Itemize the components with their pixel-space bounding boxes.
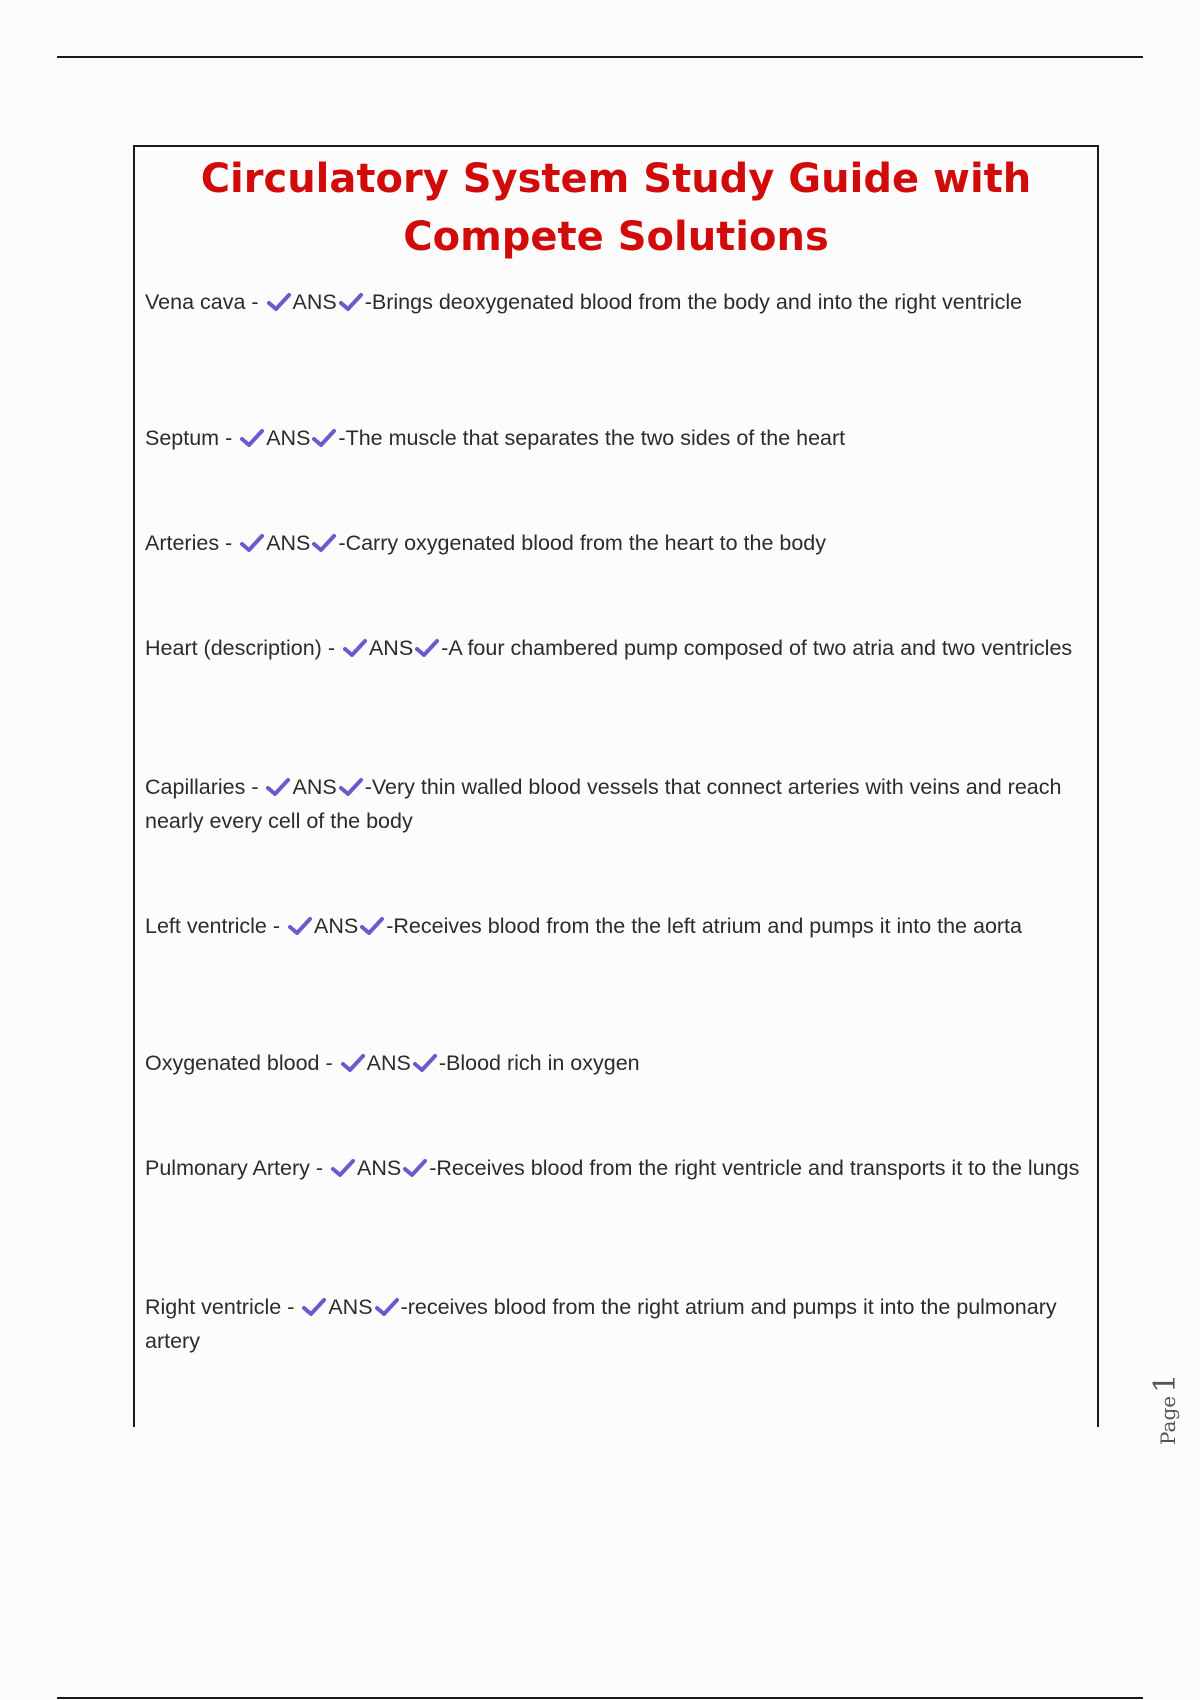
checkmark-icon: [240, 533, 264, 553]
entry-term: Vena cava -: [145, 290, 265, 314]
bottom-rule: [57, 1697, 1143, 1699]
checkmark-icon: [266, 777, 290, 797]
answer-marker: ANS: [357, 1156, 402, 1180]
page-number-value: 1: [1148, 1373, 1183, 1393]
answer-marker: ANS: [368, 636, 414, 660]
answer-marker: ANS: [366, 1051, 411, 1075]
checkmark-icon: [288, 916, 312, 936]
title-line-2: Compete Solutions: [403, 214, 829, 260]
checkmark-icon: [403, 1158, 427, 1178]
checkmark-icon: [267, 292, 291, 312]
entry-term: Right ventricle -: [145, 1295, 301, 1319]
entry-definition: -The muscle that separates the two sides of the heart: [338, 426, 846, 450]
entry-term: Heart (description) -: [145, 636, 341, 660]
study-entry: [145, 1151, 1089, 1185]
checkmark-icon: [312, 428, 336, 448]
entry-term: Oxygenated blood -: [145, 1051, 339, 1075]
answer-marker: ANS: [292, 775, 337, 799]
answer-marker: ANS: [266, 531, 311, 555]
page-title: [133, 150, 1099, 266]
top-rule: [57, 56, 1143, 58]
study-entry: [145, 631, 1089, 665]
study-entry: [145, 526, 1089, 560]
checkmark-icon: [331, 1158, 355, 1178]
checkmark-icon: [240, 428, 264, 448]
checkmark-icon: [339, 777, 363, 797]
entry-definition: -A four chambered pump composed of two atria and two ventricles: [441, 636, 1073, 660]
checkmark-icon: [360, 916, 384, 936]
answer-marker: ANS: [292, 290, 337, 314]
entry-definition: -Carry oxygenated blood from the heart to the body: [338, 531, 827, 555]
entry-definition: -receives blood from the right atrium and pumps it into the pulmonary artery: [145, 1295, 1057, 1353]
entry-term: Capillaries -: [145, 775, 265, 799]
study-entry: [145, 1046, 1089, 1080]
answer-marker: ANS: [266, 426, 311, 450]
entry-term: Septum -: [145, 426, 239, 450]
page-label: Page: [1156, 1395, 1180, 1445]
checkmark-icon: [375, 1297, 399, 1317]
checkmark-icon: [343, 638, 367, 658]
entry-definition: -Blood rich in oxygen: [438, 1051, 640, 1075]
entry-term: Left ventricle -: [145, 914, 286, 938]
entry-definition: -Very thin walled blood vessels that connect arteries with veins and reach nearly every cell of the body: [145, 775, 1062, 833]
checkmark-icon: [415, 638, 439, 658]
study-entry: [145, 909, 1089, 943]
checkmark-icon: [339, 292, 363, 312]
study-entry: [145, 421, 1089, 455]
entry-term: Pulmonary Artery -: [145, 1156, 329, 1180]
title-line-1: Circulatory System Study Guide with: [200, 156, 1032, 202]
checkmark-icon: [312, 533, 336, 553]
study-entry: [145, 285, 1089, 319]
checkmark-icon: [413, 1053, 437, 1073]
study-entry: [145, 770, 1089, 838]
page-number: [1148, 1374, 1183, 1445]
study-entry: [145, 1290, 1089, 1358]
entry-definition: -Receives blood from the the left atrium and pumps it into the aorta: [386, 914, 1022, 938]
checkmark-icon: [341, 1053, 365, 1073]
checkmark-icon: [302, 1297, 326, 1317]
entry-definition: -Receives blood from the right ventricle and transports it to the lungs: [429, 1156, 1080, 1180]
entry-definition: -Brings deoxygenated blood from the body and into the right ventricle: [364, 290, 1023, 314]
entry-term: Arteries -: [145, 531, 239, 555]
answer-marker: ANS: [314, 914, 359, 938]
answer-marker: ANS: [328, 1295, 373, 1319]
